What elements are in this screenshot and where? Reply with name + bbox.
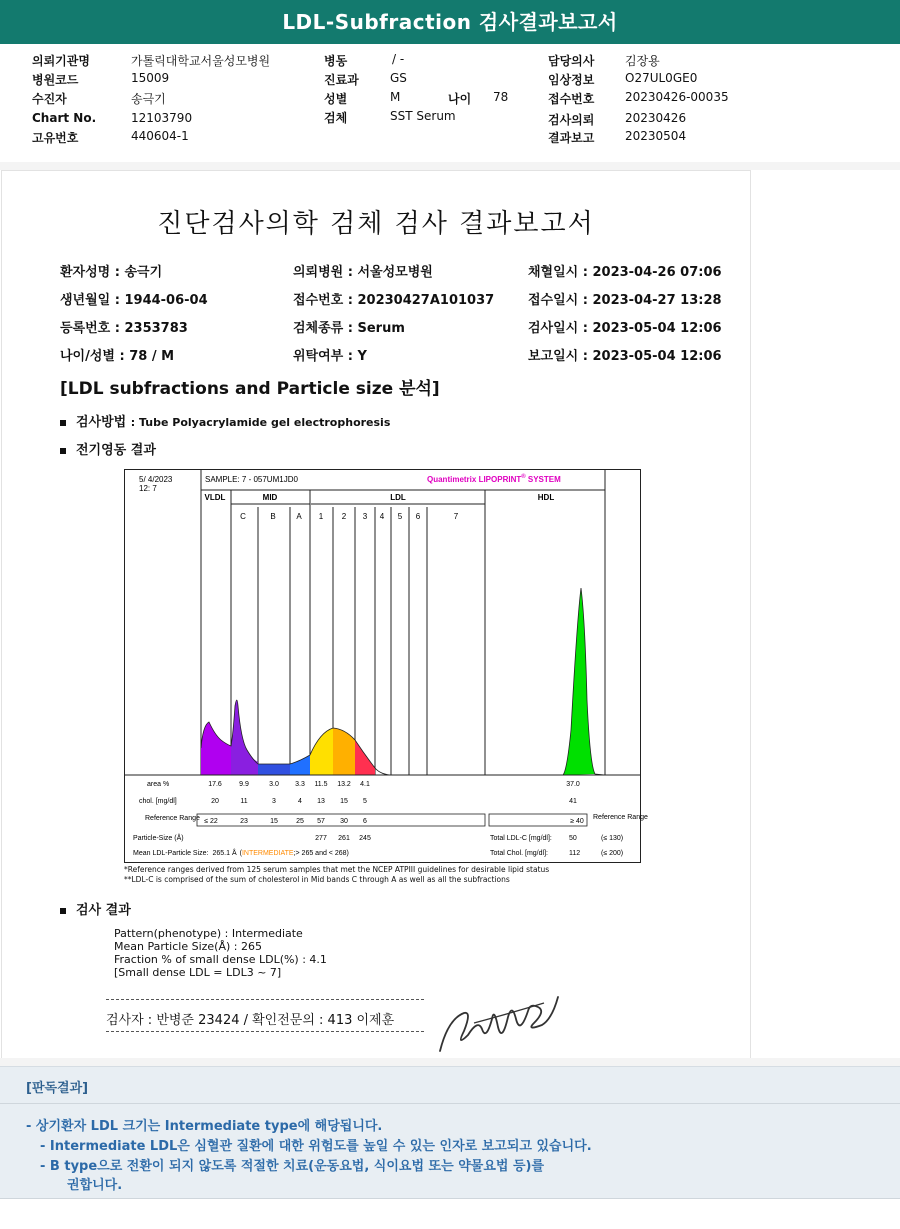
- result-row: [60, 899, 131, 918]
- area-value: 17.6: [208, 781, 222, 788]
- group-label-vldl: VLDL: [204, 493, 226, 502]
- band-label: C: [240, 512, 246, 521]
- note-line: *Reference ranges derived from 125 serum samples that met the NCEP ATPIII guidelines for desirable lipid status: [124, 865, 550, 874]
- header-label: 성별: [324, 92, 348, 106]
- peak-ldl-2: [333, 728, 355, 775]
- info-field: 검사일시 : 2023-05-04 12:06: [528, 321, 722, 336]
- mean-size-label: Mean LDL-Particle Size:: [133, 850, 209, 857]
- header-value: 가톨릭대학교서울성모병원: [131, 54, 271, 68]
- info-field: 환자성명 : 송극기: [60, 265, 163, 280]
- report-title-bar: LDL-Subfraction 검사결과보고서: [0, 0, 900, 44]
- ref-value: 23: [240, 818, 248, 825]
- signature-stroke: [474, 1003, 544, 1023]
- row-label-chol: chol. [mg/dl]: [139, 798, 177, 805]
- mean-range: ;> 265 and < 268): [293, 850, 349, 857]
- ref-value: 15: [270, 818, 278, 825]
- area-value: 4.1: [360, 781, 370, 788]
- bullet-square-icon: [60, 420, 66, 426]
- findings-divider: [0, 1103, 900, 1104]
- result-block: [114, 927, 327, 979]
- electro-row: [60, 439, 156, 458]
- ref-value: ≤ 22: [204, 818, 218, 825]
- electro-label: 전기영동 결과: [76, 443, 156, 458]
- ref-label-right: Reference Range: [593, 814, 648, 821]
- info-field: 채혈일시 : 2023-04-26 07:06: [528, 265, 722, 280]
- header-label: 고유번호: [32, 131, 79, 145]
- lipoprint-chart-svg: [125, 470, 648, 862]
- peak-ldl-1: [310, 728, 333, 775]
- mean-size-value: 265.1 Å: [212, 850, 237, 857]
- chart-date: 5/ 4/2023: [139, 475, 173, 484]
- report-document: [1, 170, 751, 1060]
- peak-mid-c: [231, 700, 258, 775]
- signature-icon: [434, 989, 564, 1057]
- chol-value: 4: [298, 798, 302, 805]
- bullet-square-icon: [60, 448, 66, 454]
- findings-title: [판독결과]: [26, 1081, 89, 1096]
- chart-brand: [427, 473, 561, 484]
- result-line: Mean Particle Size(Å) : 265: [114, 940, 262, 953]
- finding-line: - 상기환자 LDL 크기는 Intermediate type에 해당됩니다.: [26, 1119, 383, 1134]
- header-value: 440604-1: [131, 129, 189, 143]
- total-ldl-label: Total LDL-C [mg/dl]:: [490, 835, 552, 842]
- info-field: 접수일시 : 2023-04-27 13:28: [528, 293, 722, 308]
- chart-sample: SAMPLE: 7 - 057UM1JD0: [205, 475, 298, 484]
- group-label-ldl: LDL: [390, 493, 406, 502]
- total-chol-label: Total Chol. [mg/dl]:: [490, 850, 548, 857]
- info-field: 나이/성별 : 78 / M: [60, 349, 175, 364]
- band-label: 3: [362, 512, 368, 521]
- chart-brand-tail: SYSTEM: [525, 475, 561, 484]
- header-label: 검체: [324, 111, 348, 125]
- size-value: 261: [338, 835, 350, 842]
- divider: [0, 162, 900, 170]
- header-label: 병원코드: [32, 73, 79, 87]
- result-line: Pattern(phenotype) : Intermediate: [114, 927, 303, 940]
- header-value: M: [390, 90, 401, 104]
- findings-panel: [0, 1066, 900, 1199]
- header-value: SST Serum: [390, 109, 456, 123]
- group-label-mid: MID: [262, 493, 278, 502]
- total-chol-value: 112: [569, 850, 581, 857]
- signature-text: 검사자 : 반병준 23424 / 확인전문의 : 413 이제훈: [106, 1013, 395, 1028]
- dashed-divider: [106, 999, 424, 1000]
- size-value: 277: [315, 835, 327, 842]
- chol-value: 41: [569, 798, 577, 805]
- header-label: 임상정보: [548, 73, 595, 87]
- request-header: [0, 44, 900, 163]
- ref-value: 30: [340, 818, 348, 825]
- info-field: 검체종류 : Serum: [293, 321, 405, 336]
- document-title: 진단검사의학 검체 검사 결과보고서: [157, 209, 595, 239]
- header-value: 김장용: [625, 54, 660, 68]
- header-value: 15009: [131, 71, 170, 85]
- peak-mid-b: [258, 764, 290, 775]
- header-label: Chart No.: [32, 111, 97, 125]
- mean-class: INTERMEDIATE: [241, 850, 294, 857]
- info-field: 보고일시 : 2023-05-04 12:06: [528, 349, 722, 364]
- header-label: 의뢰기관명: [32, 54, 90, 68]
- result-label: 검사 결과: [76, 903, 131, 918]
- result-line: [Small dense LDL = LDL3 ~ 7]: [114, 966, 282, 979]
- method-label: 검사방법: [76, 415, 127, 430]
- header-value: 20230504: [625, 129, 687, 143]
- header-label: 검사의뢰: [548, 113, 595, 127]
- header-label: 담당의사: [548, 54, 595, 68]
- finding-line: 권합니다.: [67, 1178, 123, 1193]
- ref-value: 25: [296, 818, 304, 825]
- area-value: 37.0: [566, 781, 580, 788]
- info-field: 등록번호 : 2353783: [60, 321, 188, 336]
- band-label: 7: [453, 512, 459, 521]
- method-value: : Tube Polyacrylamide gel electrophoresis: [130, 416, 391, 429]
- chart-brand-sup: ®: [521, 474, 526, 480]
- header-label: 병동: [324, 54, 348, 68]
- row-label-size: Particle-Size (Å): [133, 835, 184, 842]
- group-label-hdl: HDL: [537, 493, 555, 502]
- chol-value: 13: [317, 798, 325, 805]
- band-label: B: [270, 512, 276, 521]
- header-label: 나이: [448, 92, 472, 106]
- header-value: 송극기: [131, 92, 166, 106]
- chol-value: 3: [272, 798, 276, 805]
- dashed-divider: [106, 1031, 424, 1032]
- header-value: 12103790: [131, 111, 193, 125]
- area-value: 3.3: [295, 781, 305, 788]
- area-value: 9.9: [239, 781, 249, 788]
- info-field: 위탁여부 : Y: [293, 349, 367, 364]
- band-label: 1: [318, 512, 324, 521]
- info-field: 의뢰병원 : 서울성모병원: [293, 265, 433, 280]
- info-field: 접수번호 : 20230427A101037: [293, 293, 495, 308]
- area-value: 3.0: [269, 781, 279, 788]
- header-value: 20230426-00035: [625, 90, 729, 104]
- peak-mid-a: [290, 755, 310, 775]
- finding-line: - B type으로 전환이 되지 않도록 적절한 치료(운동요법, 식이요법 또는 약물요법 등)를: [40, 1159, 545, 1174]
- band-label: 6: [415, 512, 421, 521]
- peak-vldl: [201, 722, 231, 775]
- total-ldl-ref: (≤ 130): [601, 835, 624, 842]
- peak-ldl-3: [355, 740, 375, 775]
- chol-value: 20: [211, 798, 219, 805]
- section-title: [LDL subfractions and Particle size 분석]: [60, 379, 440, 399]
- header-value: O27UL0GE0: [625, 71, 698, 85]
- lipoprint-chart: [124, 469, 648, 863]
- area-value: 11.5: [314, 781, 328, 788]
- ref-value: ≥ 40: [570, 818, 584, 825]
- signature-stroke: [440, 997, 558, 1051]
- mean-size-row: [133, 848, 349, 857]
- header-label: 진료과: [324, 73, 359, 87]
- total-ldl-value: 50: [569, 835, 577, 842]
- mean-paren: (: [239, 850, 242, 857]
- band-label: 4: [379, 512, 385, 521]
- header-label: 결과보고: [548, 131, 595, 145]
- info-field: 생년월일 : 1944-06-04: [60, 293, 208, 308]
- row-label-ref: Reference Range: [145, 815, 200, 822]
- header-value: 20230426: [625, 111, 687, 125]
- chol-value: 5: [363, 798, 367, 805]
- header-value: 78: [493, 90, 509, 104]
- row-label-area: area %: [147, 781, 170, 788]
- chart-brand-name: Quantimetrix LIPOPRINT: [427, 475, 522, 484]
- total-chol-ref: (≤ 200): [601, 850, 624, 857]
- header-label: 접수번호: [548, 92, 595, 106]
- result-line: Fraction % of small dense LDL(%) : 4.1: [114, 953, 327, 966]
- note-line: **LDL-C is comprised of the sum of cholesterol in Mid bands C through A as well as all the subfractions: [124, 875, 510, 884]
- header-value: / -: [392, 52, 405, 66]
- header-label: 수진자: [32, 92, 67, 106]
- bullet-square-icon: [60, 908, 66, 914]
- band-label: 5: [397, 512, 403, 521]
- size-value: 245: [359, 835, 371, 842]
- chol-value: 11: [240, 798, 248, 805]
- finding-line: - Intermediate LDL은 심혈관 질환에 대한 위험도를 높일 수 있는 인자로 보고되고 있습니다.: [40, 1139, 592, 1154]
- method-row: [60, 411, 390, 430]
- chart-notes: [124, 865, 549, 885]
- chart-time: 12: 7: [139, 484, 157, 493]
- chol-value: 15: [340, 798, 348, 805]
- band-label: A: [296, 512, 302, 521]
- blank-margin: [751, 170, 900, 1058]
- ref-value: 57: [317, 818, 325, 825]
- band-label: 2: [341, 512, 347, 521]
- ref-value: 6: [363, 818, 367, 825]
- header-value: GS: [390, 71, 407, 85]
- area-value: 13.2: [337, 781, 351, 788]
